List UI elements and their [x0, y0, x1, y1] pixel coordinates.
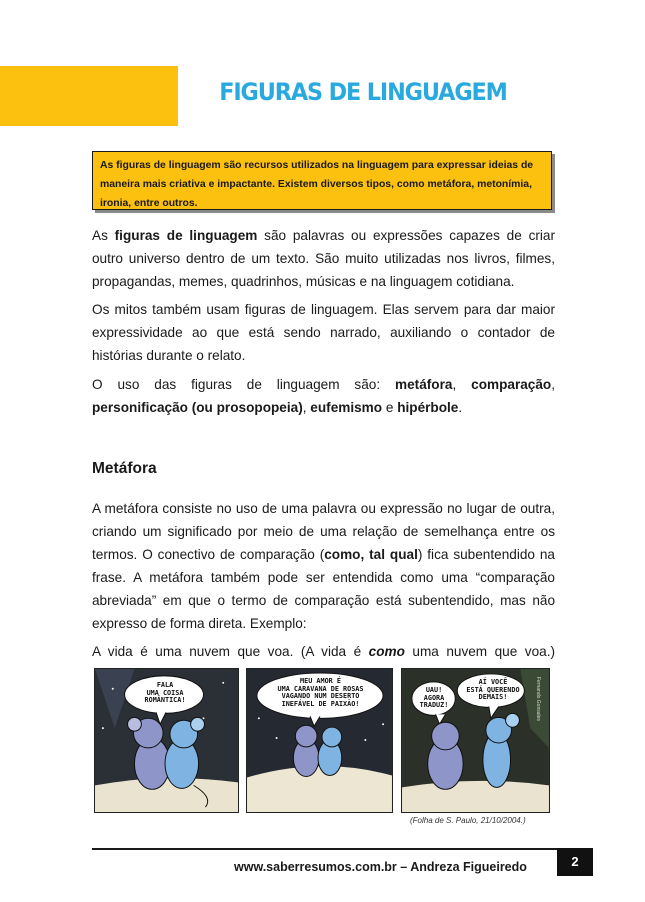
- text-span: A vida é uma nuvem que voa. (A vida é: [92, 644, 369, 659]
- text-span: uma nuvem que voa.): [404, 644, 555, 659]
- footer-credit: www.saberresumos.com.br – Andreza Figueiredo: [234, 860, 527, 874]
- comic-strip: [94, 668, 550, 813]
- separator: ,: [302, 400, 311, 415]
- term-eufemismo: eufemismo: [310, 400, 383, 415]
- intro-paragraph-3: [92, 373, 555, 419]
- text-span: As: [92, 228, 115, 243]
- speech-bubble-1: FALA UMA COISA ROMÂNTICA!: [144, 681, 186, 704]
- speech-bubble-3b: AÍ VOCÊ ESTÁ QUERENDO DEMAIS!: [466, 678, 520, 701]
- speech-bubble-3a: UAU! AGORA TRADUZ!: [419, 686, 449, 709]
- text-span: são palavras ou expressões capazes de criar outro universo dentro de um texto. São muito utilizadas nos livros, filmes, propagandas, memes, quadrinhos, músicas e na linguagem cotidiana.: [92, 228, 555, 289]
- term-hiperbole: hipérbole: [397, 400, 459, 415]
- footer-divider: [92, 848, 557, 850]
- page-number: 2: [557, 848, 593, 876]
- metafora-example: [92, 640, 555, 663]
- metafora-paragraph: [92, 497, 555, 635]
- text-span: ) fica subentendido na frase. A metáfora também pode ser entendida como uma “comparação abreviada” em que o termo de comparação está subentendido, mas não expresso de forma direta. Exemplo:: [92, 547, 555, 631]
- summary-box: As figuras de linguagem são recursos utilizados na linguagem para expressar ideias de maneira mais criativa e impactante. Existem diversos tipos, como metáfora, metonímia, ironia, entre outros.: [92, 151, 552, 210]
- separator: e: [382, 400, 398, 415]
- separator: ,: [551, 377, 556, 392]
- term-metafora: metáfora: [395, 377, 453, 392]
- text-span: A metáfora consiste no uso de uma palavra ou expressão no lugar de outra, criando um significado por meio de uma relação de semelhança entre os termos. O conectivo de comparação (: [92, 501, 555, 562]
- bold-italic-term: como: [368, 644, 405, 659]
- separator: .: [458, 400, 463, 415]
- bold-term: como, tal qual: [324, 547, 418, 562]
- page-title: FIGURAS DE LINGUAGEM: [219, 78, 507, 106]
- comic-signature: Fernando Gonsales: [535, 677, 541, 721]
- section-heading-metafora: Metáfora: [92, 460, 157, 477]
- separator: ,: [452, 377, 472, 392]
- intro-paragraph-1: [92, 224, 555, 293]
- bold-term: figuras de linguagem: [114, 228, 258, 243]
- intro-paragraph-2: Os mitos também usam figuras de linguagem. Elas servem para dar maior expressividade ao que está sendo narrado, auxiliando o contador de histórias durante o relato.: [92, 302, 555, 363]
- comic-caption: (Folha de S. Paulo, 21/10/2004.): [410, 816, 526, 825]
- text-span: O uso das figuras de linguagem são:: [92, 377, 396, 392]
- comic-panel-3: [401, 668, 550, 813]
- term-personificacao: personificação (ou prosopopeia): [92, 400, 303, 415]
- speech-bubble-2: MEU AMOR É UMA CARAVANA DE ROSAS VAGANDO NUM DESERTO INEFÁVEL DE PAIXÃO!: [277, 677, 364, 708]
- comic-panel-2: [246, 668, 393, 813]
- term-comparacao: comparação: [471, 377, 552, 392]
- header-accent-bar: [0, 66, 178, 126]
- comic-panel-1: [94, 668, 239, 813]
